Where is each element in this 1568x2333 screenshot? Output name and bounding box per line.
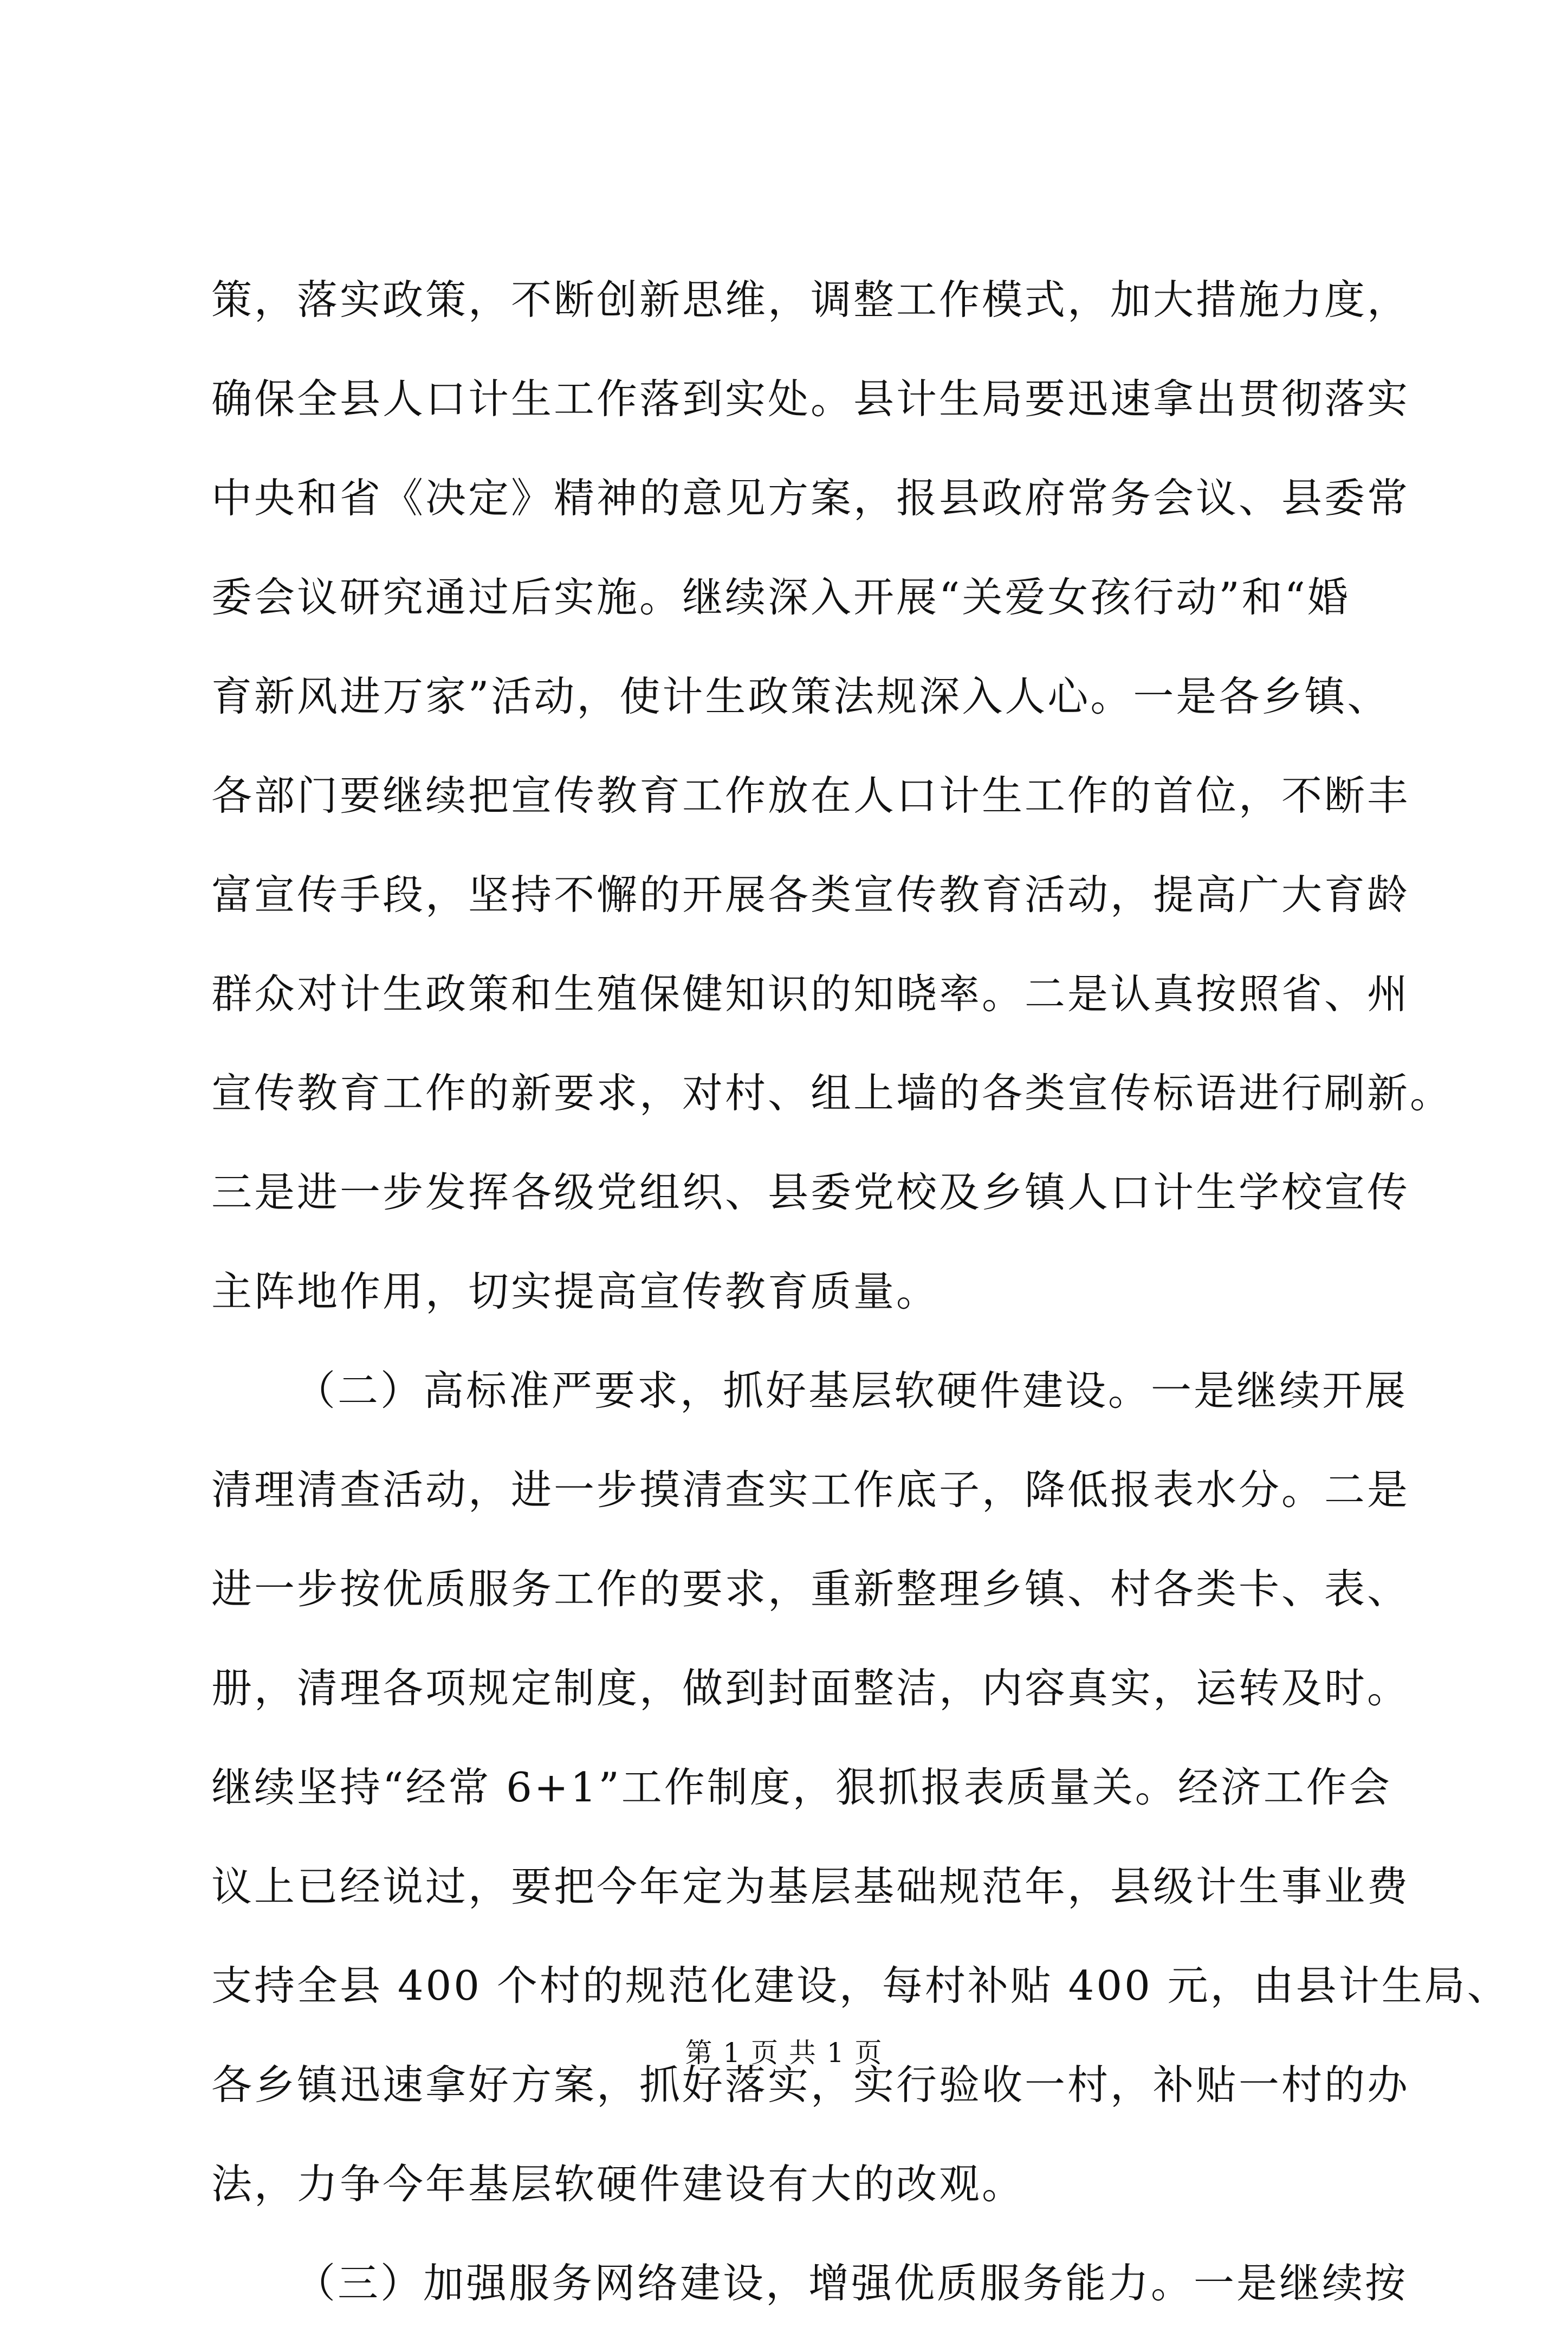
text-line: 中央和省《决定》精神的意见方案，报县政府常务会议、县委常: [211, 474, 1410, 522]
text-line: 策，落实政策，不断创新思维，调整工作模式，加大措施力度，: [211, 276, 1410, 324]
text-line: 法，力争今年基层软硬件建设有大的改观。: [211, 2160, 1025, 2208]
text-line: 各部门要继续把宣传教育工作放在人口计生工作的首位，不断丰: [211, 772, 1410, 819]
text-line: 清理清查活动，进一步摸清查实工作底子，降低报表水分。二是: [211, 1466, 1410, 1514]
text-line: 委会议研究通过后实施。继续深入开展“关爱女孩行动”和“婚: [211, 573, 1351, 621]
section-heading-line: （二）高标准严要求，抓好基层软硬件建设。一是继续开展: [295, 1367, 1408, 1414]
text-line: 育新风进万家”活动，使计生政策法规深入人心。一是各乡镇、: [211, 673, 1390, 720]
text-line: 群众对计生政策和生殖保健知识的知晓率。二是认真按照省、州: [211, 970, 1410, 1018]
page-number-footer: 第 1 页 共 1 页: [685, 2037, 883, 2069]
text-line: 议上已经说过，要把今年定为基层基础规范年，县级计生事业费: [211, 1863, 1410, 1910]
text-line: 主阵地作用，切实提高宣传教育质量。: [211, 1268, 939, 1315]
text-line: 继续坚持“经常 6+1”工作制度，狠抓报表质量关。经济工作会: [211, 1763, 1392, 1811]
document-body: [211, 250, 1510, 2333]
text-line: 富宣传手段，坚持不懈的开展各类宣传教育活动，提高广大育龄: [211, 871, 1410, 919]
text-line: 进一步按优质服务工作的要求，重新整理乡镇、村各类卡、表、: [211, 1565, 1410, 1613]
text-line: 各乡镇迅速拿好方案，抓好落实，实行验收一村，补贴一村的办: [211, 2061, 1410, 2109]
text-line: 宣传教育工作的新要求，对村、组上墙的各类宣传标语进行刷新。: [211, 1069, 1453, 1117]
text-line: 确保全县人口计生工作落到实处。县计生局要迅速拿出贯彻落实: [211, 375, 1410, 423]
section-heading-line: （三）加强服务网络建设，增强优质服务能力。一是继续按: [295, 2259, 1408, 2307]
text-line: 册，清理各项规定制度，做到封面整洁，内容真实，运转及时。: [211, 1664, 1410, 1712]
text-line: 三是进一步发挥各级党组织、县委党校及乡镇人口计生学校宣传: [211, 1168, 1410, 1216]
text-line: 支持全县 400 个村的规范化建设，每村补贴 400 元，由县计生局、: [211, 1962, 1510, 2009]
